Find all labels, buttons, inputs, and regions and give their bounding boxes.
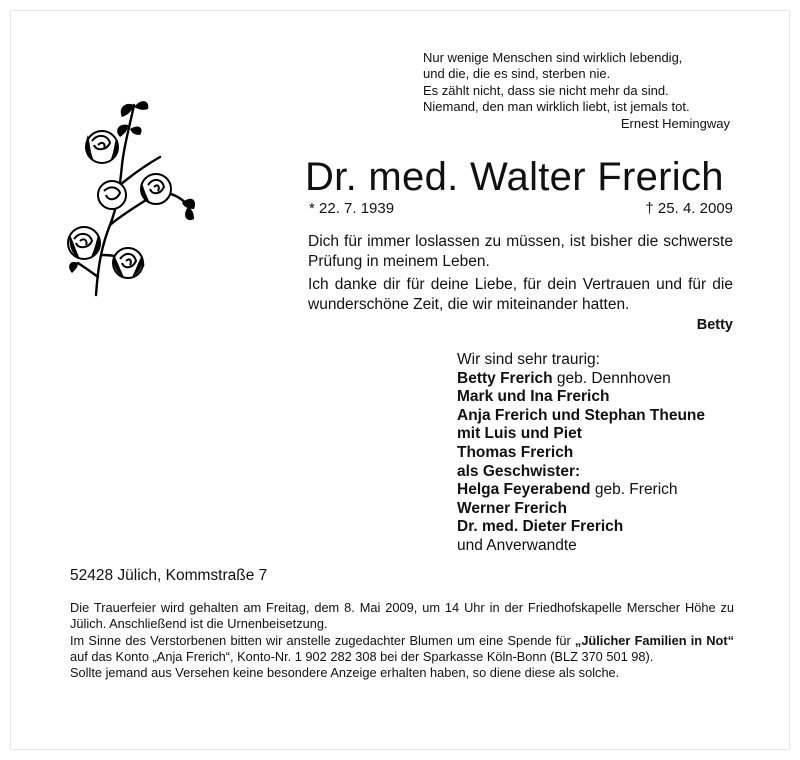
quote-line-3: Es zählt nicht, dass sie nicht mehr da sind.	[423, 82, 669, 98]
mourner-row	[457, 388, 747, 407]
ceremony-info: Die Trauerfeier wird gehalten am Freitag, dem 8. Mai 2009, um 14 Uhr in der Friedhofskapelle Merscher Höhe zu Jülich. Anschließend ist die Urnenbeisetzung.	[70, 600, 734, 632]
mourner-row	[457, 407, 747, 426]
mourner-note: geb. Frerich	[590, 481, 678, 499]
tribute-text	[308, 232, 733, 336]
donation-info	[70, 633, 734, 666]
hemingway-quote	[423, 50, 730, 132]
mourner-note: geb. Dennhoven	[552, 369, 671, 387]
tribute-paragraph-2: Ich danke dir für deine Liebe, für dein Vertrauen und für die wunderschöne Zeit, die wir miteinander hatten.	[308, 276, 733, 313]
tribute-paragraph-1: Dich für immer loslassen zu müssen, ist bisher die schwerste Prüfung in meinem Leben.	[308, 233, 733, 270]
quote-line-1: Nur wenige Menschen sind wirklich lebendig,	[423, 50, 683, 65]
mourner-name: Betty Frerich	[457, 369, 553, 387]
quote-author: Ernest Hemingway	[620, 115, 730, 131]
mourner-row	[457, 370, 747, 389]
mourner-name: Helga Feyerabend	[457, 481, 591, 499]
donation-cause: „Jülicher Familien in Not“	[574, 632, 734, 648]
mourner-name: Thomas Frerich	[457, 443, 574, 461]
quote-line-2: und die, die es sind, sterben nie.	[423, 66, 611, 82]
mourner-row	[457, 444, 747, 463]
mourner-name: mit Luis und Piet	[457, 425, 582, 443]
relatives-line: und Anverwandte	[457, 536, 577, 554]
roses-icon	[62, 95, 207, 305]
mourner-name: Mark und Ina Frerich	[457, 388, 610, 406]
mourners-list	[457, 351, 747, 556]
mourner-name: Anja Frerich und Stephan Theune	[457, 406, 706, 424]
mourners-intro: Wir sind sehr traurig:	[457, 351, 600, 368]
donation-text-1: Im Sinne des Verstorbenen bitten wir anstelle zugedachter Blumen um eine Spende für	[70, 632, 575, 648]
quote-line-4: Niemand, den man wirklich liebt, ist jemals tot.	[423, 99, 690, 115]
mourner-name: Werner Frerich	[457, 499, 567, 517]
funeral-notice	[70, 600, 734, 681]
mourner-row	[457, 500, 747, 519]
address: 52428 Jülich, Kommstraße 7	[70, 567, 268, 584]
closing-note: Sollte jemand aus Versehen keine besondere Anzeige erhalten haben, so diene diese als solche.	[70, 665, 620, 681]
tribute-signature: Betty	[696, 317, 733, 333]
mourner-row	[457, 518, 747, 537]
donation-text-2: auf das Konto „Anja Frerich“, Konto-Nr. 1 902 282 308 bei der Sparkasse Köln-Bonn (BLZ 370 501 98).	[70, 648, 654, 664]
deceased-name: Dr. med. Walter Frerich	[305, 155, 724, 199]
siblings-heading	[457, 463, 747, 482]
siblings-label: als Geschwister:	[457, 462, 581, 480]
birth-date: * 22. 7. 1939	[309, 200, 395, 217]
mourner-name: Dr. med. Dieter Frerich	[457, 518, 624, 536]
mourner-row	[457, 481, 747, 500]
mourner-row	[457, 425, 747, 444]
death-date: † 25. 4. 2009	[645, 200, 733, 217]
